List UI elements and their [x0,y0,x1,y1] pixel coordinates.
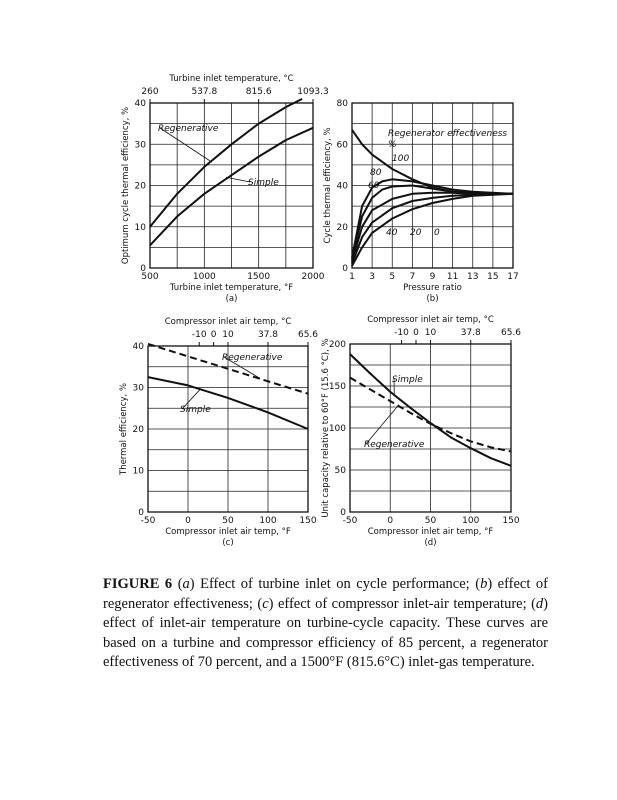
x-tick-label: 100 [462,516,480,526]
top-tick-label: 65.6 [500,328,522,338]
figure-label: FIGURE 6 [103,576,173,592]
chart-a [121,74,329,304]
top-tick-label: 260 [141,87,159,97]
top-tick-label: -10 [394,328,409,338]
x-tick-label: 11 [446,272,459,282]
top-tick-label: 10 [222,330,234,340]
y-tick-label: 100 [328,424,346,434]
y-tick-label: 50 [334,466,346,476]
series-line-regenerative [150,99,302,227]
x-tick-label: 3 [369,272,375,282]
top-axis-label: Turbine inlet temperature, °C [169,74,294,84]
x-tick-label: 150 [502,516,520,526]
legend-series-label: 60 [368,181,380,191]
top-tick-label: 37.8 [257,330,279,340]
x-tick-label: 5 [389,272,396,282]
y-tick-label: 20 [134,181,146,192]
annotation-leader [226,177,250,182]
panel-label: (b) [426,294,439,304]
y-axis-label: Unit capacity relative to 60°F (15.6 °C), % [321,338,331,518]
x-tick-label: 17 [507,272,519,282]
y-tick-label: 20 [132,425,144,435]
series-annotation: Regenerative [364,440,425,450]
x-tick-label: 500 [141,272,159,282]
chart-c [119,317,318,548]
chart-b [323,99,519,304]
figure-caption: FIGURE 6 (a) Effect of turbine inlet on cycle performance; (b) effect of regenerator effectiveness; (c) effect of compressor inlet-air temperature; (d) effect of inlet-air temperature on turbine-cycle capacity. These curves are based on a turbine and compressor efficiency of 85 percent, a regenerator effectiveness of 70 percent, and a 1500°F (815.6°C) inlet-gas temperature. [103,576,548,670]
x-tick-label: 0 [185,516,191,526]
panel-label: (d) [424,538,437,548]
x-tick-label: 15 [487,272,499,282]
x-tick-label: 7 [409,272,416,282]
y-tick-label: 0 [138,508,144,518]
series-annotation: Simple [392,375,423,385]
x-tick-label: 1500 [247,272,271,282]
top-tick-label: 10 [424,328,437,338]
x-tick-label: 50 [222,516,234,526]
x-tick-label: 100 [259,516,277,526]
y-tick-label: 0 [340,508,346,518]
x-tick-label: 2000 [301,272,325,282]
y-tick-label: 0 [140,264,146,274]
series-annotation: Regenerative [222,353,283,363]
legend-title-units: % [388,140,397,150]
y-tick-label: 40 [336,181,348,192]
y-tick-label: 80 [336,99,348,109]
annotation-leader [366,405,398,444]
series-annotation: Regenerative [158,124,219,134]
y-tick-label: 30 [134,140,146,151]
series-annotation: Simple [180,405,211,415]
legend-series-label: 100 [392,154,410,164]
y-tick-label: 10 [134,222,146,233]
y-tick-label: 60 [336,140,348,151]
y-tick-label: 30 [132,383,144,394]
y-tick-label: 150 [328,382,346,392]
x-tick-label: 1 [349,272,355,282]
top-tick-label: 0 [413,328,419,338]
top-tick-label: 537.8 [191,87,218,97]
x-tick-label: 9 [429,272,436,282]
y-tick-label: 10 [132,466,144,477]
top-tick-label: 815.6 [245,87,272,97]
top-tick-label: 37.8 [460,328,481,338]
top-tick-label: -10 [191,330,207,340]
x-axis-label: Compressor inlet air temp, °F [367,527,494,537]
legend-series-label: 80 [370,168,382,178]
legend-series-label: 0 [434,228,440,238]
top-tick-label: 1093.3 [297,87,329,97]
x-tick-label: 1000 [192,272,216,282]
x-axis-label: Pressure ratio [403,283,462,293]
y-tick-label: 40 [132,342,144,352]
x-tick-label: -50 [140,516,156,526]
chart-d [321,315,521,548]
panel-label: (c) [222,538,234,548]
top-tick-label: 65.6 [297,330,319,340]
x-tick-label: 50 [424,516,437,526]
series-annotation: Simple [248,178,279,188]
legend-title: Regenerator effectiveness [388,129,508,139]
top-tick-label: 0 [210,330,217,340]
panel-label: (a) [225,294,238,304]
x-tick-label: 150 [299,516,317,526]
y-tick-label: 200 [328,340,346,350]
y-tick-label: 0 [342,264,348,274]
y-tick-label: 20 [336,222,348,233]
x-tick-label: -50 [342,516,358,526]
y-tick-label: 40 [134,99,146,109]
x-axis-label: Compressor inlet air temp, °F [165,527,291,537]
top-axis-label: Compressor inlet air temp, °C [164,317,292,327]
top-axis-label: Compressor inlet air temp, °C [367,315,494,325]
x-tick-label: 0 [387,516,394,526]
y-axis-label: Thermal efficiency, % [119,383,129,475]
legend-series-label: 40 [386,228,398,238]
y-axis-label: Cycle thermal efficiency, % [323,127,333,244]
y-axis-label: Optimum cycle thermal efficiency, % [121,106,131,265]
x-axis-label: Turbine inlet temperature, °F [169,283,294,293]
x-tick-label: 13 [467,272,479,282]
legend-series-label: 20 [410,228,422,238]
